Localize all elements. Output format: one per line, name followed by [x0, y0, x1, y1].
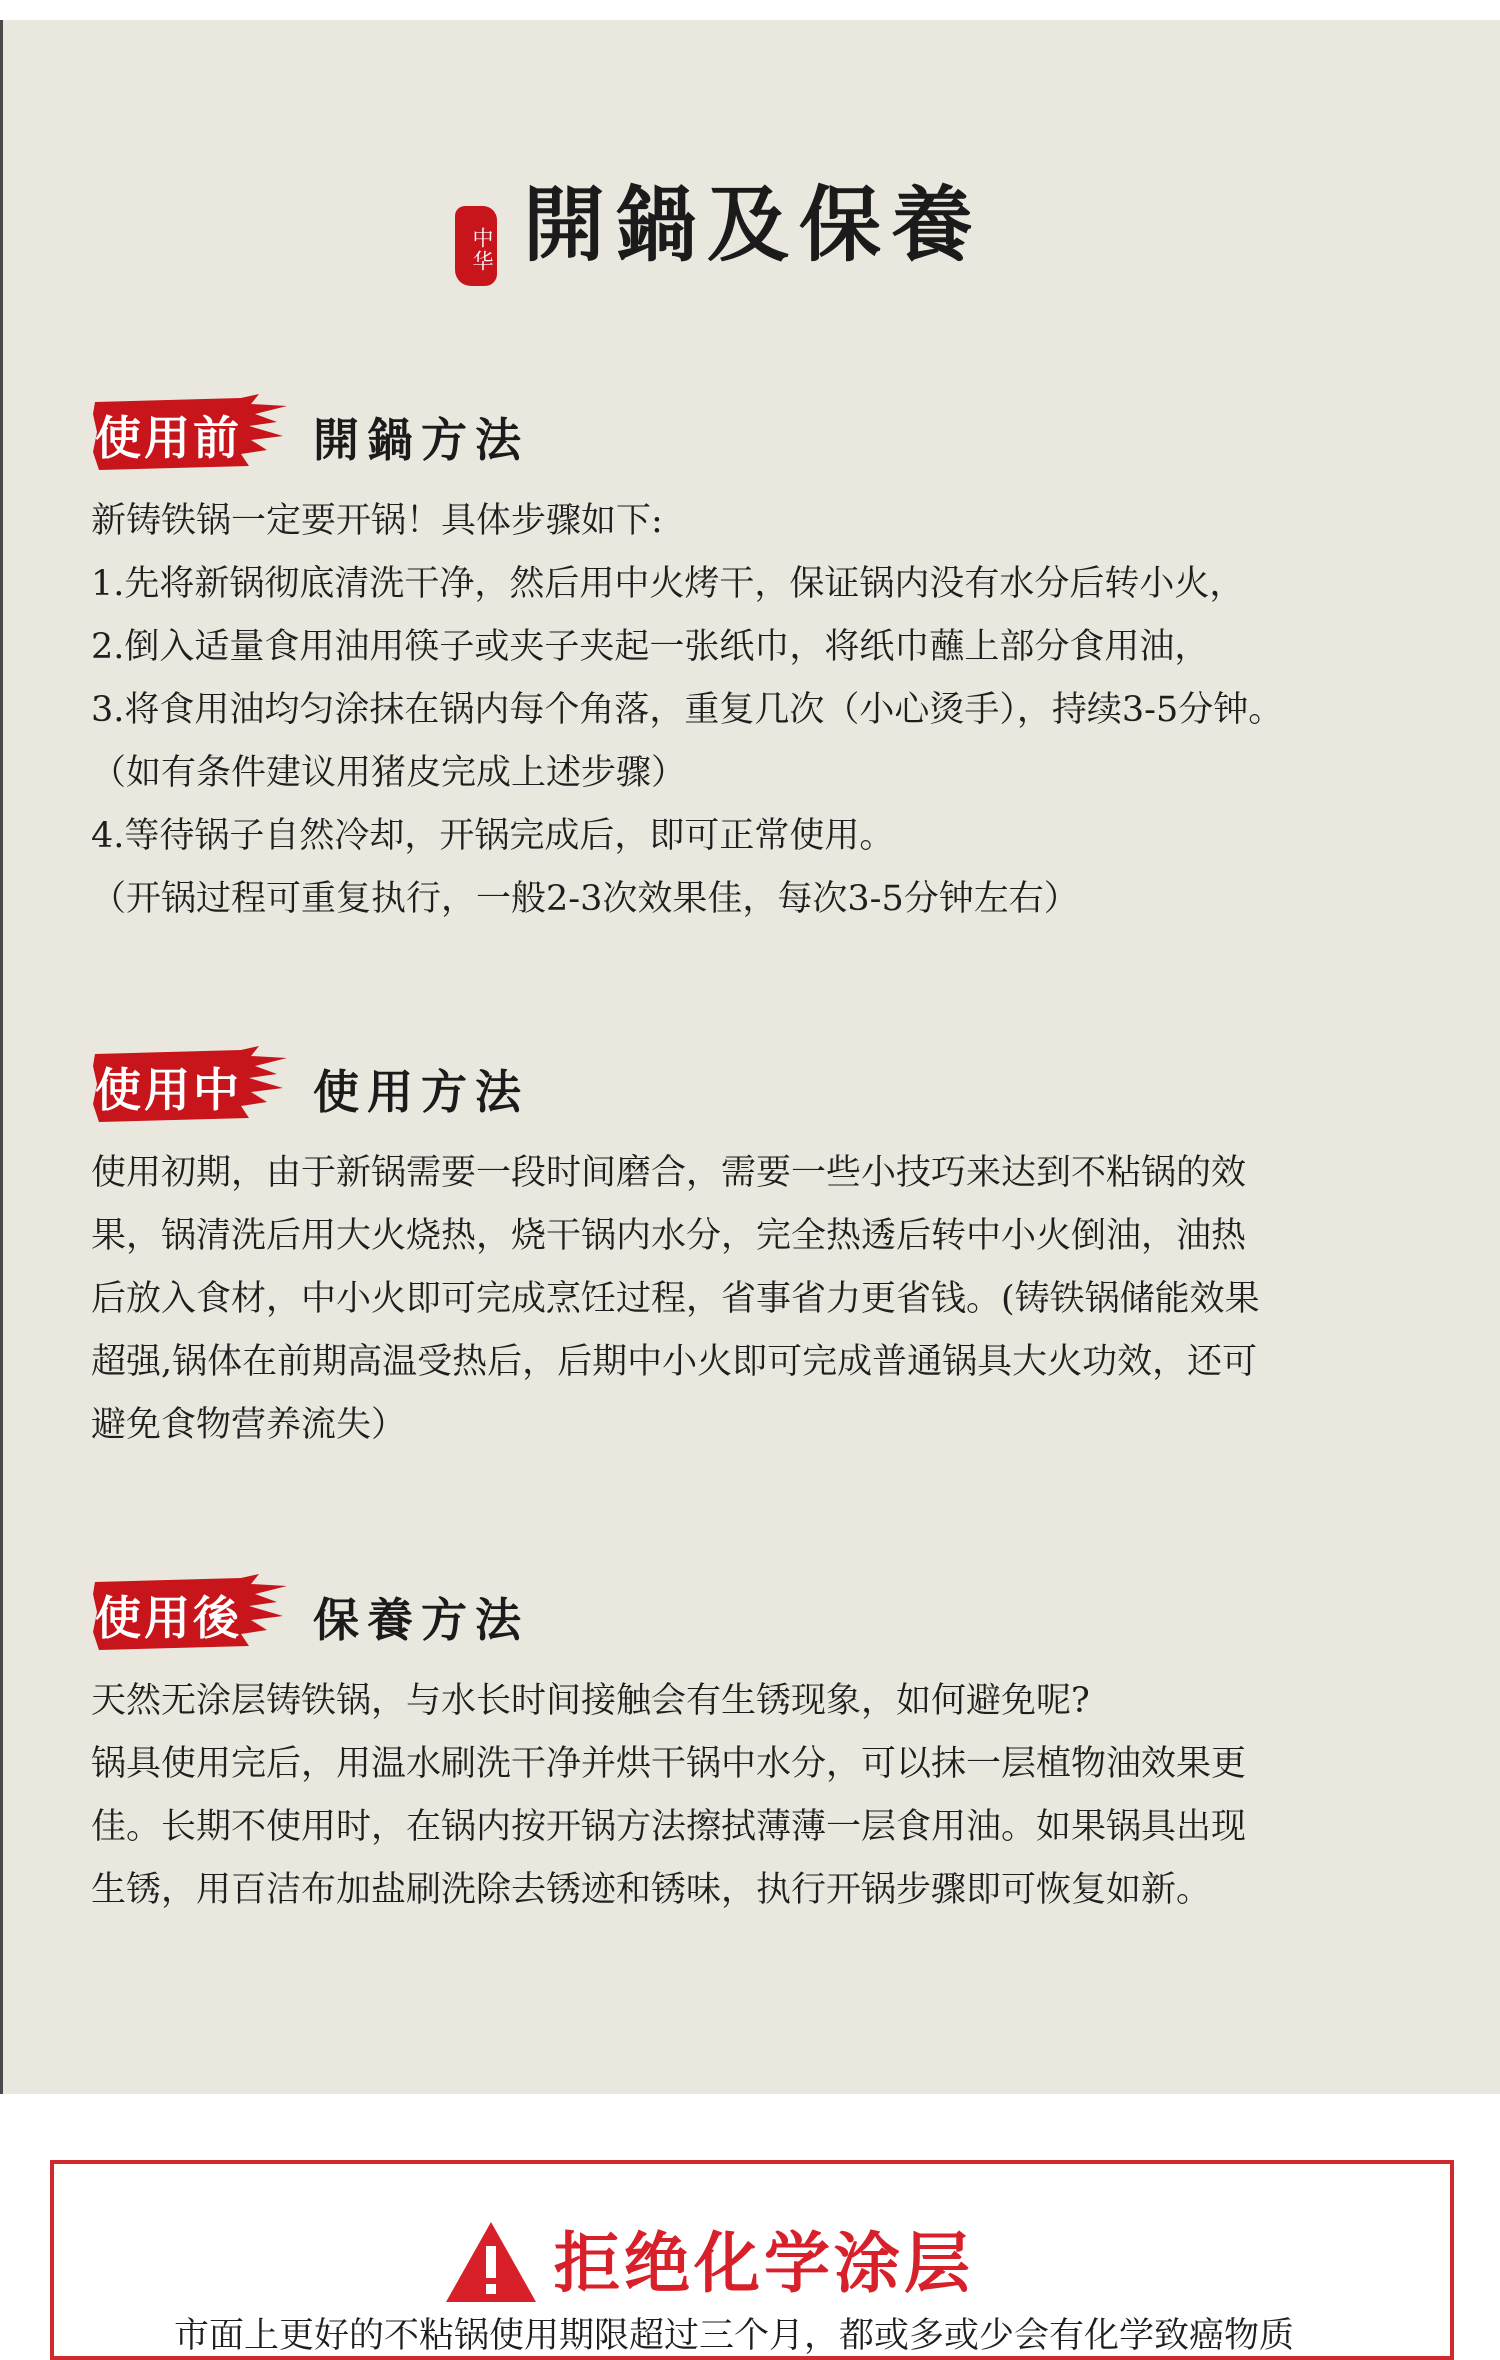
guide-header — [455, 160, 1055, 300]
body-line: 3.将食用油均匀涂抹在锅内每个角落，重复几次（小心烫手），持续3-5分钟。 — [91, 690, 1284, 730]
top-strip — [0, 0, 1500, 20]
section-tag: 使用前 — [95, 411, 242, 465]
section-after-use-body — [91, 1670, 1451, 1922]
body-line: 天然无涂层铸铁锅，与水长时间接触会有生锈现象，如何避免呢? — [91, 1681, 1090, 1721]
chemical-coating-notice — [50, 2160, 1454, 2360]
body-line: 佳。长期不使用时，在锅内按开锅方法擦拭薄薄一层食用油。如果锅具出现 — [91, 1807, 1247, 1847]
section-title: 保養方法 — [313, 1593, 529, 1647]
body-line: 避免食物营养流失） — [91, 1405, 407, 1445]
section-tag: 使用中 — [95, 1063, 242, 1117]
warning-triangle-icon — [444, 2220, 538, 2304]
body-line: 2.倒入适量食用油用筷子或夹子夹起一张纸巾，将纸巾蘸上部分食用油， — [91, 627, 1210, 667]
section-title: 使用方法 — [313, 1065, 529, 1119]
body-line: 生锈，用百洁布加盐刷洗除去锈迹和锈味，执行开锅步骤即可恢复如新。 — [91, 1870, 1212, 1910]
notice-text: 市面上更好的不粘锅使用期限超过三个月，都或多或少会有化学致癌物质 — [174, 2316, 1295, 2356]
body-line: 果，锅清洗后用大火烧热，烧干锅内水分，完全热透后转中小火倒油，油热 — [91, 1216, 1247, 1256]
body-line: 1.先将新锅彻底清洗干净，然后用中火烤干，保证锅内没有水分后转小火， — [91, 564, 1245, 604]
section-title: 開鍋方法 — [313, 413, 529, 467]
page-title: 開鍋及保養 — [523, 177, 984, 273]
body-line: 超强,锅体在前期高温受热后，后期中小火即可完成普通锅具大火功效，还可 — [91, 1342, 1258, 1382]
body-line: 4.等待锅子自然冷却，开锅完成后，即可正常使用。 — [91, 816, 895, 856]
body-line: （开锅过程可重复执行，一般2-3次效果佳，每次3-5分钟左右） — [91, 879, 1079, 919]
section-tag: 使用後 — [95, 1591, 242, 1645]
section-during-use-header — [91, 1044, 651, 1124]
body-line: 后放入食材，中小火即可完成烹饪过程，省事省力更省钱。(铸铁锅储能效果 — [91, 1279, 1260, 1319]
body-line: 新铸铁锅一定要开锅！具体步骤如下: — [91, 501, 663, 541]
body-line: 使用初期，由于新锅需要一段时间磨合，需要一些小技巧来达到不粘锅的效 — [91, 1153, 1247, 1193]
body-line: （如有条件建议用猪皮完成上述步骤） — [91, 753, 687, 793]
care-guide-panel — [0, 20, 1500, 2094]
section-after-use-header — [91, 1572, 651, 1652]
body-line: 锅具使用完后，用温水刷洗干净并烘干锅中水分，可以抹一层植物油效果更 — [91, 1744, 1247, 1784]
section-before-use-body — [91, 490, 1451, 931]
notice-title: 拒绝化学涂层 — [554, 2225, 974, 2302]
red-seal-stamp: 中华 — [455, 206, 497, 286]
section-before-use-header — [91, 392, 651, 472]
section-during-use-body — [91, 1142, 1451, 1457]
